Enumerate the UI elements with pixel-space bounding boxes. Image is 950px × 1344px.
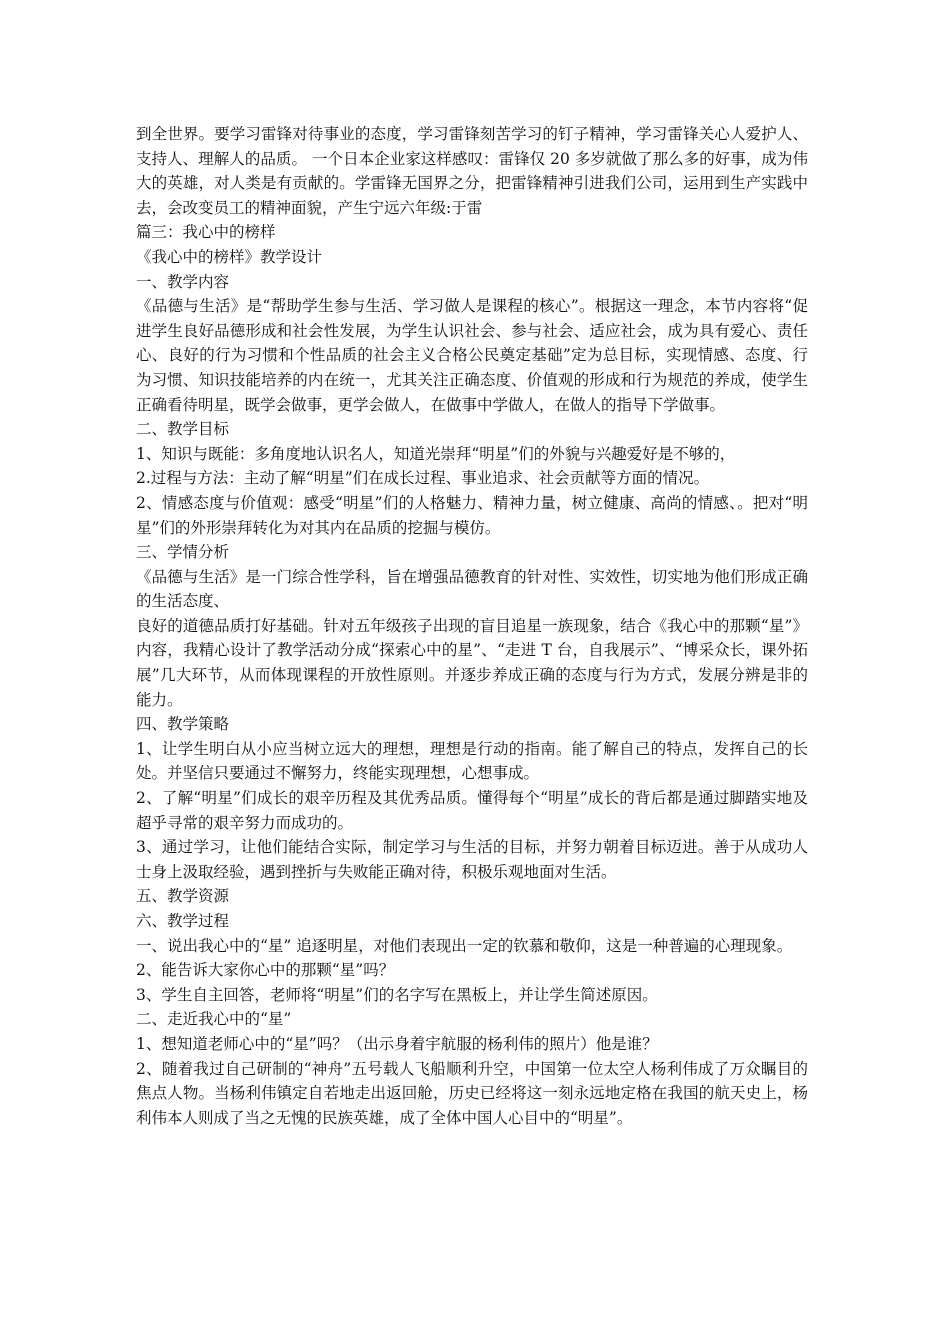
heading-teaching-strategy: 四、教学策略 [136,715,230,734]
heading-student-analysis: 三、学情分析 [136,543,230,562]
document-title: 《我心中的榜样》教学设计 [136,247,323,266]
goal-process: 2.过程与方法：主动了解“明星”们在成长过程、事业追求、社会贡献等方面的情况。 [136,469,710,488]
paragraph-student-analysis-1: 《品德与生活》是一门综合性学科，旨在增强品德教育的针对性、实效性，切实地为他们形成正确的生活态度、 [136,567,808,611]
process-step-1-3: 3、学生自主回答，老师将“明星”们的名字写在黑板上，并让学生简述原因。 [136,985,658,1004]
strategy-1: 1、让学生明白从小应当树立远大的理想，理想是行动的指南。能了解自己的特点，发挥自己的长处。并坚信只要通过不懈努力，终能实现理想，心想事成。 [136,739,808,783]
paragraph-student-analysis-2: 良好的道德品质打好基础。针对五年级孩子出现的盲目追星一族现象，结合《我心中的那颗“星”》内容，我精心设计了教学活动分成“探索心中的星”、“走进 T 台，自我展示”、“博采众长，课外拓展”几大环节，从而体现课程的开放性原则。并逐步养成正确的态度与行为方式，发展分辨是非的能力。 [136,616,808,709]
strategy-2: 2、了解“明星”们成长的艰辛历程及其优秀品质。懂得每个“明星”成长的背后都是通过脚踏实地及超乎寻常的艰辛努力而成功的。 [136,789,808,832]
section-heading-part3: 篇三：我心中的榜样 [136,223,276,242]
process-step-2-1: 1、想知道老师心中的“星”吗？（出示身着宇航服的杨利伟的照片）他是谁？ [136,1034,658,1053]
paragraph-intro-leifeng: 到全世界。要学习雷锋对待事业的态度，学习雷锋刻苦学习的钉子精神，学习雷锋关心人爱护人、支持人、理解人的品质。 一个日本企业家这样感叹：雷锋仅 20 多岁就做了那么多的好事，成为伟大的英雄，对人类是有贡献的。学雷锋无国界之分，把雷锋精神引进我们公司，运用到生产实践中去，会改变员工的精神面貌，产生宁远六年级:于雷 [136,125,808,217]
paragraph-teaching-content: 《品德与生活》是“帮助学生参与生活、学习做人是课程的核心”。根据这一理念，本节内容将“促进学生良好品德形成和社会性发展，为学生认识社会、参与社会、适应社会，成为具有爱心、责任心、良好的行为习惯和个性品质的社会主义合格公民奠定基础”定为总目标，实现情感、态度、行为习惯、知识技能培养的内在统一，尤其关注正确态度、价值观的形成和行为规范的养成，使学生正确看待明星，既学会做事，更学会做人，在做事中学做人，在做人的指导下学做事。 [136,297,808,414]
strategy-3: 3、通过学习，让他们能结合实际，制定学习与生活的目标，并努力朝着目标迈进。善于从成功人士身上汲取经验，遇到挫折与失败能正确对待，积极乐观地面对生活。 [136,838,808,881]
process-step-1: 一、说出我心中的“星” 追逐明星，对他们表现出一定的钦慕和敬仰，这是一种普遍的心理现象。 [136,936,793,955]
process-step-2-heading: 二、走近我心中的“星” [136,1010,292,1029]
heading-teaching-content: 一、教学内容 [136,272,230,291]
process-step-2-2: 2、随着我过自己研制的“神舟”五号载人飞船顺利升空，中国第一位太空人杨利伟成了万众瞩目的焦点人物。当杨利伟镇定自若地走出返回舱，历史已经将这一刻永远地定格在我国的航天史上，杨利伟本人则成了当之无愧的民族英雄，成了全体中国人心目中的“明星”。 [136,1059,808,1127]
heading-teaching-resources: 五、教学资源 [136,887,230,906]
goal-knowledge: 1、知识与既能：多角度地认识名人，知道光崇拜“明星”们的外貌与兴趣爱好是不够的， [136,444,736,463]
document-body [136,122,808,1130]
process-step-1-2: 2、能告诉大家你心中的那颗“星”吗？ [136,961,395,980]
heading-teaching-process: 六、教学过程 [136,912,230,930]
heading-teaching-goals: 二、教学目标 [136,420,230,439]
goal-emotion: 2、情感态度与价值观：感受“明星”们的人格魅力、精神力量，树立健康、高尚的情感、。把对“明星”们的外形崇拜转化为对其内在品质的挖掘与模仿。 [136,493,808,537]
